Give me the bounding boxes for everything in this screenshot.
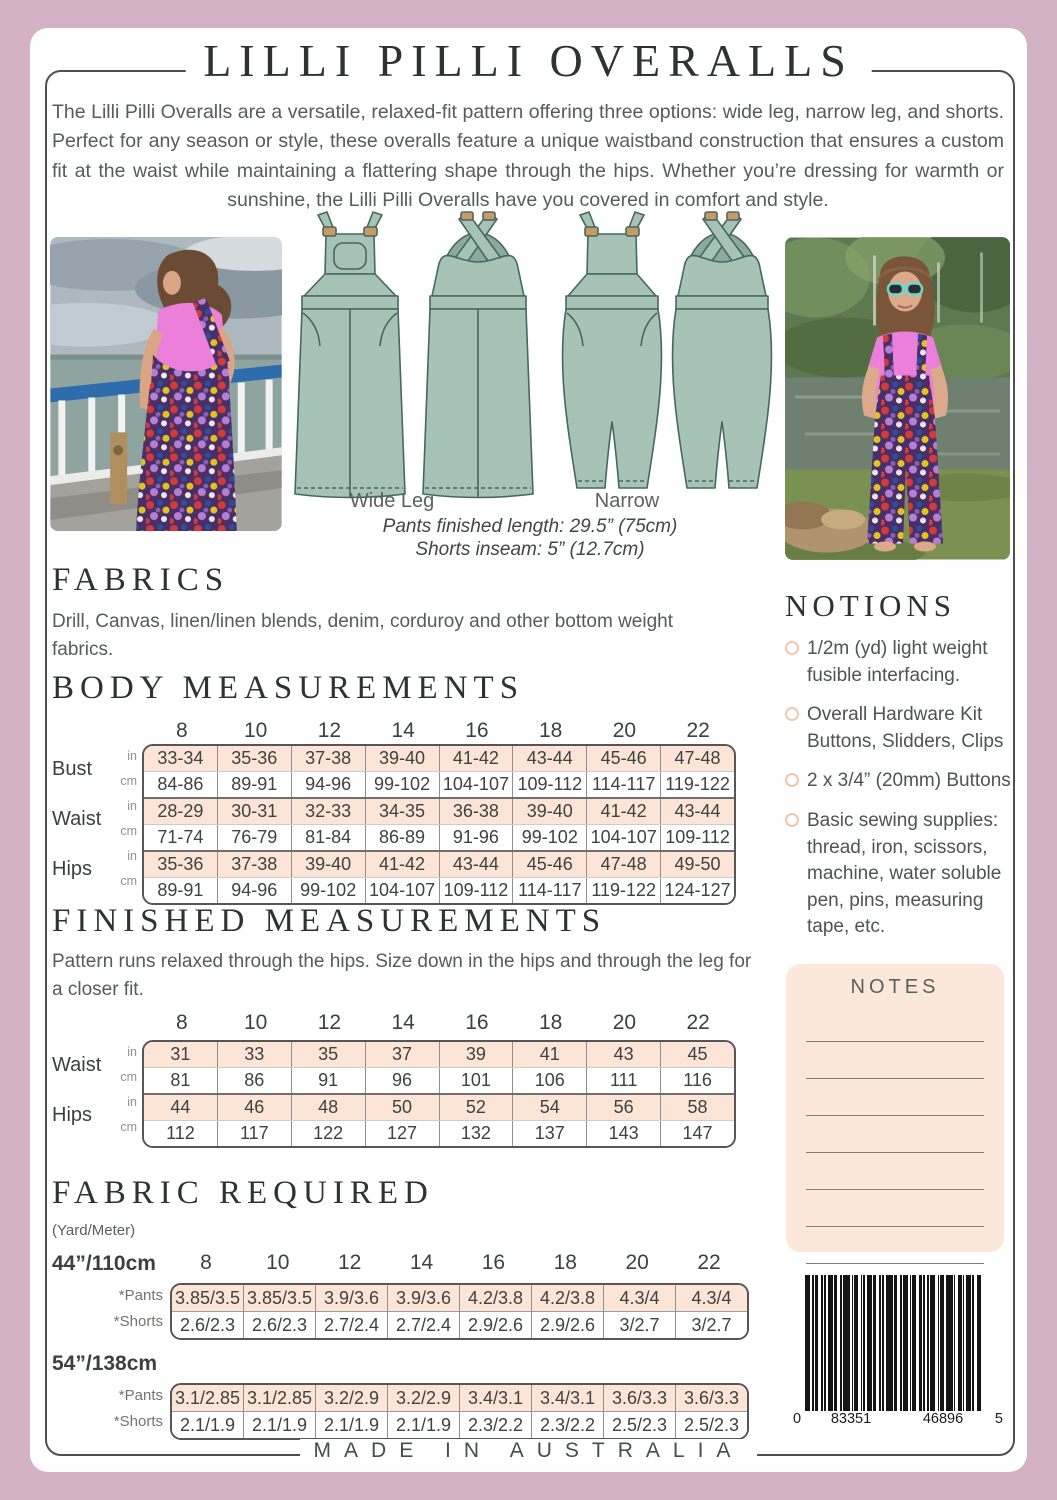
unit-label-cm: cm (120, 1070, 137, 1084)
barcode-bar (834, 1275, 837, 1413)
notion-item-text: 2 x 3/4” (20mm) Buttons (807, 770, 1011, 792)
photo-model-back-view (50, 237, 282, 531)
measurement-cell: 99-102 (512, 825, 586, 850)
finished-length-notes (180, 515, 880, 561)
measurement-cell: 35 (291, 1042, 365, 1067)
fabric-requirement-cell: 3/2.7 (603, 1312, 675, 1338)
size-column-header: 22 (686, 719, 710, 742)
measurement-cell: 41 (512, 1042, 586, 1067)
barcode-bar (815, 1275, 818, 1413)
measurement-cell: 124-127 (660, 878, 734, 903)
notes-lines (786, 999, 1004, 1264)
barcode-bar (840, 1275, 842, 1413)
measurement-cell: 99-102 (365, 772, 439, 797)
unit-label-cm: cm (120, 874, 137, 888)
fabric-requirement-row (172, 1311, 747, 1338)
fabric-requirement-cell: 3.6/3.3 (675, 1385, 747, 1411)
measurement-cell: 46 (217, 1095, 291, 1120)
size-column-header: 20 (625, 1251, 649, 1274)
body-size-header (145, 718, 735, 744)
barcode-bar (977, 1275, 980, 1425)
fabric-requirement-cell: 4.3/4 (675, 1285, 747, 1311)
measurement-cell: 37 (365, 1042, 439, 1067)
overalls-narrow-back-drawing (673, 212, 772, 488)
measurement-cell: 86-89 (365, 825, 439, 850)
barcode-bar (946, 1275, 953, 1413)
barcode-bar (828, 1275, 833, 1413)
notion-item (785, 768, 1021, 795)
size-column-header: 22 (686, 1011, 710, 1034)
measurement-cell: 39-40 (291, 852, 365, 877)
measurement-cell: 33 (217, 1042, 291, 1067)
barcode-bar (824, 1275, 826, 1413)
shorts-inseam-note: Shorts inseam: 5” (12.7cm) (415, 539, 645, 560)
photo-model-front-view (785, 237, 1010, 560)
pants-length-note: Pants finished length: 29.5” (75cm) (382, 516, 678, 537)
measurement-cell: 28-29 (157, 801, 204, 821)
barcode-bar (910, 1275, 912, 1413)
bullet-ring-icon (785, 641, 799, 655)
barcode-bar (966, 1275, 971, 1413)
barcode-bar (940, 1275, 943, 1413)
measurement-cell: 37-38 (217, 852, 291, 877)
measurement-cell: 137 (512, 1121, 586, 1146)
barcode-bar (812, 1275, 814, 1425)
size-column-header: 18 (538, 1011, 563, 1034)
measurement-cell: 109-112 (439, 878, 513, 903)
measurement-cell: 39-40 (365, 746, 439, 771)
fabric-requirement-row (172, 1411, 747, 1438)
barcode-bar (923, 1275, 925, 1413)
fabric-requirement-cell: 2.1/1.9 (243, 1412, 315, 1438)
fabric-requirement-cell: 3.9/3.6 (387, 1285, 459, 1311)
fabric-requirement-cell: 2.3/2.2 (459, 1412, 531, 1438)
size-column-header: 16 (465, 1011, 489, 1034)
measurement-row-label: Hips (52, 857, 93, 880)
envelope-card (30, 28, 1027, 1472)
barcode-bar (867, 1275, 872, 1413)
barcode-bar (843, 1275, 850, 1413)
unit-label-cm: cm (120, 1120, 137, 1134)
measurement-row (144, 877, 734, 903)
notes-ruled-line (806, 1227, 984, 1264)
measurement-cell: 122 (291, 1121, 365, 1146)
fabric-required-table-44 (52, 1283, 749, 1340)
barcode-bar (954, 1275, 956, 1413)
measurement-cell: 127 (365, 1121, 439, 1146)
unit-label-in: in (127, 749, 137, 763)
fabric-requirement-cell: 2.9/2.6 (531, 1312, 603, 1338)
size-column-header: 20 (612, 719, 637, 742)
fabric-requirement-cell: 3.6/3.3 (603, 1385, 675, 1411)
made-in-australia-label: MADE IN AUSTRALIA (300, 1439, 758, 1463)
size-column-header: 8 (176, 719, 188, 742)
measurement-row (144, 1067, 734, 1093)
unit-label-cm: cm (120, 774, 137, 788)
overalls-wide-back-drawing (423, 212, 533, 498)
measurement-cell: 84-86 (157, 774, 204, 794)
measurement-row-label: Waist (52, 807, 102, 830)
overalls-narrow-front-drawing (563, 212, 662, 488)
notion-item (785, 702, 1021, 755)
pattern-description: The Lilli Pilli Overalls are a versatile, relaxed-fit pattern offering three options: wide leg, narrow leg, and shorts. Perfect for any season or style, these overalls feature a unique waistband construction that ensures a custom fit at the waist while maintaining a flattering shape through the hips. Whether you’re dressing for warmth or sunshine, the Lilli Pilli Overalls have you covered in comfort and style. (52, 101, 1004, 211)
measurement-row-label: Waist (52, 1053, 102, 1076)
barcode-digits (793, 1411, 1003, 1427)
page-title: LILLI PILLI OVERALLS (185, 34, 872, 87)
barcode-bar (894, 1275, 897, 1425)
size-column-header: 12 (338, 1251, 362, 1274)
measurement-row (144, 799, 734, 824)
notes-ruled-line (806, 1190, 984, 1227)
size-column-header: 10 (243, 1011, 268, 1034)
fabric-size-header (170, 1250, 745, 1276)
fabric-requirement-cell: 3.2/2.9 (315, 1385, 387, 1411)
barcode-bar (938, 1275, 940, 1413)
unit-label-in: in (127, 799, 137, 813)
fabrics-text: Drill, Canvas, linen/linen blends, denim, corduroy and other bottom weight fabrics. (52, 611, 673, 660)
notion-item-text: 1/2m (yd) light weight fusible interfacing. (807, 638, 988, 686)
measurement-cell: 91 (291, 1068, 365, 1093)
measurement-cell: 116 (660, 1068, 734, 1093)
barcode-bar (963, 1275, 965, 1413)
measurement-cell: 89-91 (217, 772, 291, 797)
width-54-label: 54”/138cm (52, 1352, 158, 1375)
barcode-bar (873, 1275, 876, 1413)
measurement-row (144, 824, 734, 850)
size-column-header: 14 (391, 719, 415, 742)
measurement-row (144, 1120, 734, 1146)
size-column-header: 12 (317, 719, 342, 742)
barcode-bar (863, 1275, 865, 1413)
measurement-cell: 45-46 (512, 852, 586, 877)
barcode-bar (900, 1275, 902, 1413)
fabric-requirement-cell: 3.85/3.5 (243, 1285, 315, 1311)
unit-label-cm: cm (120, 824, 137, 838)
measurement-cell: 114-117 (512, 878, 586, 903)
fabric-requirement-cell: 3.9/3.6 (315, 1285, 387, 1311)
unit-label-in: in (127, 1095, 137, 1109)
measurement-cell: 109-112 (660, 825, 734, 850)
width-44-label: 44”/110cm (52, 1252, 156, 1275)
wide-leg-label: Wide Leg (349, 490, 435, 512)
fabric-requirement-cell: 3.2/2.9 (387, 1385, 459, 1411)
measurement-cell: 35-36 (157, 854, 204, 874)
notes-box (786, 964, 1004, 1252)
barcode-bar (927, 1275, 929, 1413)
size-column-header: 8 (200, 1251, 212, 1274)
barcode-digit: 5 (989, 1411, 1003, 1427)
notion-item (785, 808, 1021, 941)
notions-list (785, 636, 1021, 954)
fabric-requirement-cell: 2.9/2.6 (459, 1312, 531, 1338)
barcode-bar (861, 1275, 863, 1413)
yard-meter-label: (Yard/Meter) (52, 1222, 136, 1239)
barcode-bar (958, 1275, 961, 1413)
barcode-bar (930, 1275, 935, 1413)
measurement-cell: 37-38 (291, 746, 365, 771)
measurement-cell: 43-44 (439, 852, 513, 877)
bridge-scene-illustration (50, 237, 282, 531)
finished-measurements-heading: FINISHED MEASUREMENTS (52, 903, 607, 939)
measurement-cell: 91-96 (439, 825, 513, 850)
notions-heading: NOTIONS (785, 588, 957, 623)
measurement-cell: 104-107 (365, 878, 439, 903)
narrow-label: Narrow (594, 490, 660, 512)
measurement-cell: 96 (365, 1068, 439, 1093)
barcode-bar (972, 1275, 974, 1425)
measurement-cell: 147 (660, 1121, 734, 1146)
size-column-header: 14 (391, 1011, 415, 1034)
fabric-requirement-cell: 3/2.7 (675, 1312, 747, 1338)
finished-measurements-note: Pattern runs relaxed through the hips. Size down in the hips and through the leg for a closer fit. (52, 951, 752, 1000)
barcode-bar (854, 1275, 857, 1413)
fabric-requirement-cell: 2.1/1.9 (387, 1412, 459, 1438)
measurement-cell: 33-34 (157, 748, 204, 768)
measurement-cell: 43 (586, 1042, 660, 1067)
measurement-row (144, 746, 734, 771)
measurement-cell: 41-42 (586, 799, 660, 824)
size-column-header: 14 (409, 1251, 434, 1274)
fabric-requirement-cell: 2.5/2.3 (675, 1412, 747, 1438)
size-column-header: 8 (176, 1011, 188, 1034)
measurement-cell: 54 (512, 1095, 586, 1120)
notion-item (785, 636, 1021, 689)
measurement-cell: 104-107 (586, 825, 660, 850)
measurement-cell: 41-42 (365, 852, 439, 877)
barcode-bar (805, 1275, 810, 1425)
unit-label-in: in (127, 849, 137, 863)
notes-ruled-line (806, 999, 984, 1042)
barcode-bar (903, 1275, 908, 1413)
fabric-requirement-cell: 2.7/2.4 (315, 1312, 387, 1338)
measurement-cell: 71-74 (157, 827, 204, 847)
bullet-ring-icon (785, 773, 799, 787)
measurement-cell: 49-50 (660, 852, 734, 877)
fabric-requirement-cell: 4.2/3.8 (531, 1285, 603, 1311)
measurement-cell: 35-36 (217, 746, 291, 771)
finished-measurements-table (52, 1040, 736, 1148)
measurement-cell: 50 (365, 1095, 439, 1120)
barcode-bar (852, 1275, 854, 1413)
measurement-cell: 31 (170, 1044, 191, 1064)
fabric-requirement-cell: 3.4/3.1 (459, 1385, 531, 1411)
measurement-cell: 47-48 (586, 852, 660, 877)
barcode-bar (879, 1275, 881, 1413)
measurement-cell: 58 (660, 1095, 734, 1120)
barcode (793, 1275, 1003, 1431)
measurement-cell: 109-112 (512, 772, 586, 797)
measurement-cell: 41-42 (439, 746, 513, 771)
fabric-row-label: *Pants (118, 1387, 163, 1404)
fabric-requirement-cell: 2.6/2.3 (243, 1312, 315, 1338)
measurement-cell: 111 (586, 1068, 660, 1093)
bullet-ring-icon (785, 707, 799, 721)
measurement-cell: 34-35 (365, 799, 439, 824)
measurement-row-label: Bust (52, 757, 93, 780)
measurement-cell: 99-102 (291, 878, 365, 903)
measurement-cell: 86 (217, 1068, 291, 1093)
measurement-row (144, 1095, 734, 1120)
fabric-required-heading: FABRIC REQUIRED (52, 1175, 434, 1211)
measurement-cell: 45 (660, 1042, 734, 1067)
measurement-row (144, 852, 734, 877)
measurement-cell: 112 (166, 1123, 195, 1143)
notes-ruled-line (806, 1153, 984, 1190)
barcode-digit-group: 46896 (897, 1411, 989, 1427)
measurement-cell: 39 (439, 1042, 513, 1067)
measurement-cell: 48 (291, 1095, 365, 1120)
bullet-ring-icon (785, 813, 799, 827)
fabric-requirement-cell: 3.85/3.5 (174, 1288, 241, 1308)
size-column-header: 16 (481, 1251, 506, 1274)
measurement-cell: 81-84 (291, 825, 365, 850)
body-measurements-heading: BODY MEASUREMENTS (52, 670, 525, 706)
barcode-bars (793, 1275, 1003, 1425)
fabrics-heading: FABRICS (52, 562, 230, 598)
fabric-requirement-cell: 4.2/3.8 (459, 1285, 531, 1311)
measurement-cell: 76-79 (217, 825, 291, 850)
barcode-bar (912, 1275, 915, 1413)
measurement-row (144, 771, 734, 797)
notes-ruled-line (806, 1079, 984, 1116)
fabric-requirement-cell: 3.4/3.1 (531, 1385, 603, 1411)
size-column-header: 22 (697, 1251, 721, 1274)
notes-heading: NOTES (850, 976, 940, 998)
fabric-requirement-cell: 2.6/2.3 (179, 1315, 236, 1335)
measurement-cell: 117 (217, 1121, 291, 1146)
technical-drawings (282, 210, 774, 510)
fabric-requirement-cell: 3.1/2.85 (174, 1388, 241, 1408)
finished-size-header (145, 1010, 735, 1036)
measurement-row (144, 1042, 734, 1067)
fabric-requirement-cell: 2.1/1.9 (179, 1415, 236, 1435)
measurement-cell: 143 (586, 1121, 660, 1146)
fabric-requirement-cell: 2.1/1.9 (315, 1412, 387, 1438)
size-column-header: 10 (266, 1251, 290, 1274)
measurement-cell: 30-31 (217, 799, 291, 824)
barcode-digit: 0 (793, 1411, 805, 1427)
fabric-required-table-54 (52, 1383, 749, 1440)
notion-item-text: Basic sewing supplies: thread, iron, scissors, machine, water soluble pen, pins, measuring tape, etc. (807, 809, 1002, 938)
measurement-cell: 45-46 (586, 746, 660, 771)
fabric-requirement-cell: 4.3/4 (603, 1285, 675, 1311)
size-column-header: 10 (243, 719, 268, 742)
measurement-cell: 101 (439, 1068, 513, 1093)
size-column-header: 20 (612, 1011, 637, 1034)
size-column-header: 18 (538, 719, 563, 742)
measurement-cell: 52 (439, 1095, 513, 1120)
unit-label-in: in (127, 1045, 137, 1059)
fabric-requirement-cell: 2.5/2.3 (603, 1412, 675, 1438)
barcode-bar (919, 1275, 922, 1413)
measurement-cell: 114-117 (586, 772, 660, 797)
measurement-cell: 119-122 (660, 772, 734, 797)
measurement-cell: 44 (170, 1097, 191, 1117)
measurement-cell: 56 (586, 1095, 660, 1120)
fabric-row-label: *Shorts (113, 1313, 163, 1330)
fabric-requirement-cell: 2.3/2.2 (531, 1412, 603, 1438)
measurement-cell: 104-107 (439, 772, 513, 797)
measurement-cell: 47-48 (660, 746, 734, 771)
size-column-header: 18 (553, 1251, 577, 1274)
measurement-cell: 94-96 (217, 878, 291, 903)
body-measurements-table (52, 744, 736, 905)
size-column-header: 16 (465, 719, 489, 742)
fabric-row-label: *Pants (118, 1287, 163, 1304)
measurement-row-label: Hips (52, 1103, 93, 1126)
notes-ruled-line (806, 1116, 984, 1153)
fabric-requirement-cell: 2.7/2.4 (387, 1312, 459, 1338)
fabric-row-label: *Shorts (113, 1413, 163, 1430)
measurement-cell: 94-96 (291, 772, 365, 797)
barcode-bar (886, 1275, 893, 1425)
notion-item-text: Overall Hardware Kit Buttons, Slidders, Clips (807, 704, 1004, 752)
measurement-cell: 32-33 (291, 799, 365, 824)
barcode-bar (882, 1275, 884, 1413)
fabric-requirement-row (172, 1285, 747, 1311)
measurement-cell: 39-40 (512, 799, 586, 824)
measurement-cell: 106 (512, 1068, 586, 1093)
overalls-wide-front-drawing (295, 212, 405, 498)
measurement-cell: 119-122 (586, 878, 660, 903)
barcode-digit-group: 83351 (805, 1411, 897, 1427)
measurement-cell: 132 (439, 1121, 513, 1146)
size-column-header: 12 (317, 1011, 342, 1034)
notes-ruled-line (806, 1042, 984, 1079)
measurement-cell: 43-44 (512, 746, 586, 771)
barcode-bar (821, 1275, 823, 1413)
measurement-cell: 36-38 (439, 799, 513, 824)
measurement-cell: 89-91 (157, 880, 204, 900)
measurement-cell: 81 (170, 1070, 191, 1090)
fabric-requirement-row (172, 1385, 747, 1411)
measurement-cell: 43-44 (660, 799, 734, 824)
fabric-requirement-cell: 3.1/2.85 (243, 1385, 315, 1411)
